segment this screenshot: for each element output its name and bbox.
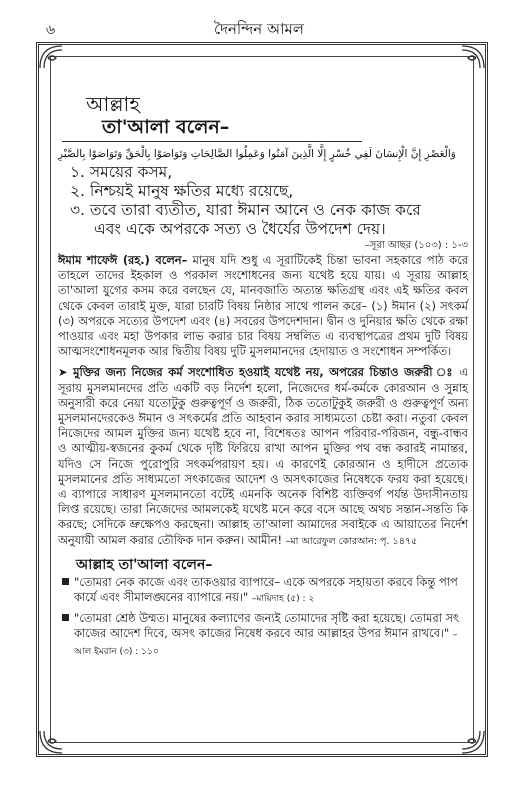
salvation-source: –মা আরেফুল কোরআন: পৃ. ১৪৭৫ — [285, 535, 418, 547]
verse-source: –সূরা আছর (১০৩) : ১-৩ — [364, 240, 468, 251]
quote-2-text: "তোমরা শ্রেষ্ঠ উম্মত। মানুষের কল্যাণের জন্যই তোমাদের সৃষ্টি করা হয়েছে। তোমরা সৎ কাজের আদেশ দিবে, অসৎ কাজের নিষেধ করবে আর আল্লাহর উপর ঈমান রাখবে।" — [74, 610, 460, 640]
salvation-lead: ➤ মুক্তির জন্য নিজের কর্ম সংশোধিত হওয়াই যথেষ্ট নয়, অপরের চিন্তাও জরুরী ঃ — [58, 365, 455, 380]
quote-2-source: –আল ইমরান (৩) : ১১০ — [74, 629, 458, 657]
corner-ornament-icon — [460, 729, 486, 755]
heading-line-2: তা'আলা বলেন– — [102, 116, 230, 138]
salvation-paragraph — [58, 365, 468, 548]
quote-1-text: "তোমরা নেক কাজে এবং তাকওয়ার ব্যাপারে– একে অপরকে সহায়তা করবে কিন্তু পাপ কার্যে এবং সীমালঙ্ঘনের ব্যাপারে নয়।" — [74, 574, 458, 604]
heading-line-1: আল্লাহ — [86, 92, 140, 116]
salvation-text: এ সূরায় মুসলমানদের প্রতি একটি বড় নির্দেশ হলো, নিজেদের ধর্ম-কর্মকে কোরআন ও সুন্নাহ অনুসারী করে নেয়া যতোটুকু গুরুত্বপূর্ণ ও জরুরী, ঠিক ততোটুকুই জরুরী ও গুরুত্বপূর্ণ অন্য মুসলমানদেরকেও ঈমান ও সৎকর্মের প্রতি আহবান করার সাধ্যমতো চেষ্টা করা। নতুবা কেবল নিজেদের আমল মুক্তির জন্য যথেষ্ট হবে না, বিশেষতঃ আপন পরিবার-পরিজন, বন্ধু-বান্ধব ও আত্মীয়-স্বজনের কুকর্ম থেকে দৃষ্টি ফিরিয়ে রাখা আপন মুক্তির পথ বন্ধ করারই নামান্তর, যদিও সে নিজে পুরোপুরি সৎকর্মপরায়ণ হয়। এ কারণেই কোরআন ও হাদীসে প্রত্যেক মুসলমানের প্রতি সাধ্যমতো সৎকাজের আদেশ ও অসৎকাজের নিষেধকে ফরয করা হয়েছে। এ ব্যাপারে সাধারণ মুসলমানতো বটেই এমনকি অনেক বিশিষ্ট ব্যক্তিবর্গ পর্যন্ত উদাসীনতায় লিপ্ত রয়েছে। তারা নিজেদের আমলকেই যথেষ্ট মনে করে বসে আছে অথচ সন্তান-সন্ততি কি করছে; সেদিকে ভ্রুক্ষেপও করছেনা। আল্লাহ তা'আলা আমাদের সবাইকে এ আয়াতের নির্দেশ অনুযায়ী আমল করার তৌফিক দান করুন। আমীন! — [58, 365, 468, 547]
bullet-square-icon — [62, 614, 69, 621]
verse-3-cont: এবং একে অপরকে সত্য ও ধৈর্যের উপদেশ দেয়। — [94, 220, 386, 238]
quotes-heading: আল্লাহ তা'আলা বলেন– — [76, 556, 213, 573]
corner-ornament-icon — [38, 729, 64, 755]
verse-3: ৩. তবে তারা ব্যতীত, যারা ঈমান আনে ও নেক কাজ করে — [70, 201, 421, 219]
commentary-lead: ঈমাম শাফেঈ (রহ.) বলেন– — [58, 253, 188, 267]
commentary-text: মানুষ যদি শুধু এ সূরাটিকেই চিন্তা ভাবনা সহকারে পাঠ করে তাহলে তাদের ইহকাল ও পরকাল সংশোধনের জন্য যথেষ্ট হয়ে যায়। এ সূরায় আল্লাহ তা'আলা যুগের কসম করে বলছেন যে, মানবজাতি অত্যন্ত ক্ষতিগ্রস্থ এবং এই ক্ষতির কবল থেকে কেবল তারাই মুক্ত, যারা চারটি বিষয় নিষ্ঠার সাথে পালন করে– (১) ঈমান (২) সৎকর্ম (৩) অপরকে সত্যের উপদেশ এবং (৪) সবরের উপদেশদান। দ্বীন ও দুনিয়ার ক্ষতি থেকে রক্ষা পাওয়ার এবং মহা উপকার লাভ করার চার বিষয় সম্বলিত এ ব্যবস্থাপত্রের প্রথম দুটি বিষয় আত্মসংশোধনমূলক আর দ্বিতীয় বিষয় দুটি মুসলমানদের হেদায়াত ও সংশোধন সম্পর্কিত। — [58, 253, 468, 359]
quote-1-source: –মায়িদাহ (৫) : ২ — [251, 593, 315, 604]
running-header-title: দৈনন্দিন আমল — [214, 20, 304, 38]
quote-1 — [58, 575, 468, 607]
page-content — [58, 60, 468, 660]
verse-1: ১. সময়ের কসম, — [70, 163, 173, 181]
commentary-paragraph — [58, 253, 468, 359]
page-number: ৬ — [46, 22, 56, 38]
heading-divider — [62, 141, 362, 142]
quote-2 — [58, 611, 468, 660]
verse-2: ২. নিশ্চয়ই মানুষ ক্ষতির মধ্যে রয়েছে, — [70, 182, 294, 200]
bullet-square-icon — [62, 578, 69, 585]
arabic-verse: وَالْعَصْرِ إِنَّ الْإِنسَانَ لَفِي خُسْرٍ إِلَّا الَّذِينَ آمَنُوا وَعَمِلُوا الصَّالِحَاتِ وَتَوَاصَوْا بِالْحَقِّ وَتَوَاصَوْا بِالصَّبْرِ — [58, 148, 456, 160]
